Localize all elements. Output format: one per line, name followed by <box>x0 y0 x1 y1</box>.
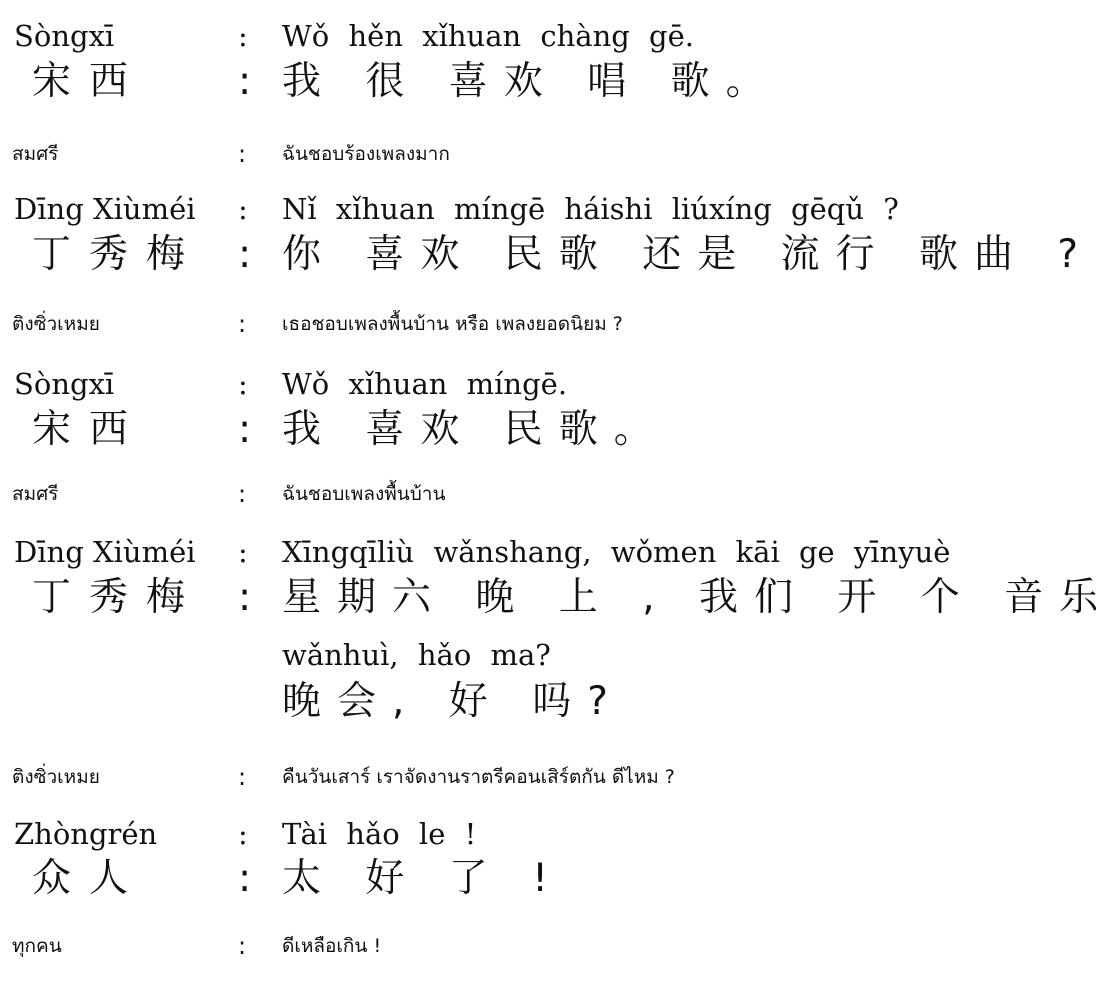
colon: : <box>238 856 252 901</box>
speaker-chinese: 众人 <box>32 856 147 901</box>
line-thai: เธอชอบเพลงพื้นบ้าน หรือ เพลงยอดนิยม ? <box>282 313 623 335</box>
line-pinyin-continued: wǎnhuì, hǎo ma? <box>282 638 551 672</box>
colon: : <box>238 59 252 104</box>
colon: : <box>238 232 252 277</box>
pinyin-line <box>0 187 1024 231</box>
speaker-pinyin: Sòngxī <box>14 367 115 401</box>
chinese-line <box>0 402 1024 458</box>
pinyin-line <box>0 362 1024 406</box>
speaker-pinyin: Dīng Xiùméi <box>14 192 196 226</box>
pinyin-line <box>0 530 1024 574</box>
line-chinese: 我 喜欢 民歌。 <box>282 407 669 452</box>
line-thai: ฉันชอบร้องเพลงมาก <box>282 143 450 165</box>
colon: : <box>238 19 248 53</box>
colon: : <box>238 817 248 851</box>
thai-line <box>0 476 1024 512</box>
speaker-pinyin: Zhòngrén <box>14 817 158 851</box>
pinyin-line <box>0 812 1024 856</box>
speaker-thai: ติงซิ่วเหมย <box>12 766 100 788</box>
speaker-chinese: 丁秀梅 <box>32 575 204 620</box>
speaker-thai: สมศรี <box>12 143 59 165</box>
line-thai: ฉันชอบเพลงพื้นบ้าน <box>282 483 446 505</box>
speaker-thai: ทุกคน <box>12 935 62 957</box>
colon: : <box>238 367 248 401</box>
line-chinese-continued: 晚会, 好 吗? <box>282 679 624 724</box>
chinese-line <box>0 227 1095 283</box>
line-chinese: 星期六 晚 上 , 我们 开 个 音乐 <box>282 575 1114 620</box>
speaker-chinese: 宋西 <box>32 59 147 104</box>
speaker-chinese: 丁秀梅 <box>32 232 204 277</box>
colon: : <box>238 932 247 960</box>
chinese-line <box>0 54 1024 110</box>
line-chinese: 你 喜欢 民歌 还是 流行 歌曲 ? <box>282 232 1095 277</box>
speaker-pinyin: Sòngxī <box>14 19 115 53</box>
colon: : <box>238 407 252 452</box>
line-thai: คืนวันเสาร์ เราจัดงานราตรีคอนเสิร์ตกัน ดีไหม ? <box>282 766 675 788</box>
speaker-thai: ติงซิ่วเหมย <box>12 313 100 335</box>
colon: : <box>238 575 252 620</box>
line-pinyin: Wǒ xǐhuan míngē. <box>282 367 568 401</box>
line-pinyin: Xīngqīliù wǎnshang, wǒmen kāi ge yīnyuè <box>282 535 951 569</box>
thai-line <box>0 928 1024 964</box>
line-chinese: 我 很 喜欢 唱 歌。 <box>282 59 781 104</box>
colon: : <box>238 763 247 791</box>
colon: : <box>238 140 247 168</box>
speaker-thai: สมศรี <box>12 483 59 505</box>
colon: : <box>238 310 247 338</box>
chinese-line <box>0 851 1024 907</box>
line-pinyin: Nǐ xǐhuan míngē háishi liúxíng gēqǔ ? <box>282 192 899 226</box>
colon: : <box>238 192 248 226</box>
line-chinese: 太 好 了 ! <box>282 856 564 901</box>
line-thai: ดีเหลือเกิน ! <box>282 935 382 957</box>
thai-line <box>0 759 1024 795</box>
chinese-line-continued <box>0 674 1024 730</box>
pinyin-line-continued <box>0 633 1024 677</box>
thai-line <box>0 136 1024 172</box>
line-pinyin: Tài hǎo le ! <box>282 817 477 851</box>
chinese-line <box>0 570 1114 626</box>
speaker-chinese: 宋西 <box>32 407 147 452</box>
colon: : <box>238 535 248 569</box>
pinyin-line <box>0 14 1024 58</box>
speaker-pinyin: Dīng Xiùméi <box>14 535 196 569</box>
line-pinyin: Wǒ hěn xǐhuan chàng gē. <box>282 19 695 53</box>
colon: : <box>238 480 247 508</box>
thai-line <box>0 306 1024 342</box>
